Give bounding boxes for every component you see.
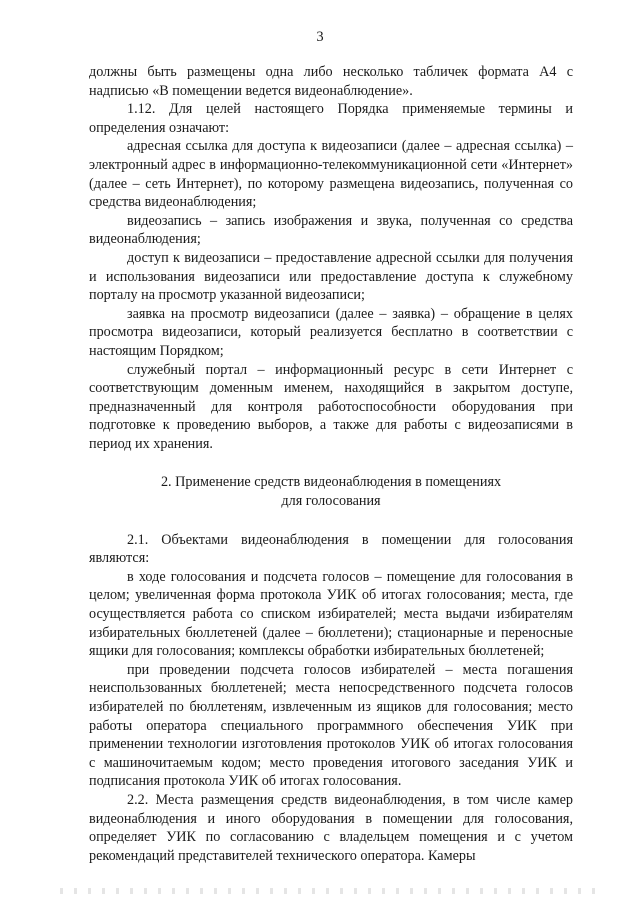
paragraph: заявка на просмотр видеозаписи (далее – заявка) – обращение в целях просмотра видеозаписи, который реализуется бесплатно в соответствии с настоящим Порядком; — [89, 305, 573, 359]
section-2-block — [89, 531, 573, 866]
document-body — [89, 63, 573, 865]
scan-artifact — [60, 888, 600, 894]
paragraph: при проведении подсчета голосов избирателей – места погашения неиспользованных бюллетеней; места непосредственного подсчета голосов избирателей по бюллетеням, извлеченным из ящиков для голосования; место работы оператора специального программного обеспечения УИК при применении технологии изготовления протоколов УИК об итогах голосования с машиночитаемым кодом; место проведения итогового заседания УИК и подписания протокола УИК об итогах голосования. — [89, 661, 573, 790]
paragraph: 2.2. Места размещения средств видеонаблюдения, в том числе камер видеонаблюдения и иного оборудования в помещении для голосования, определяет УИК по согласованию с владельцем помещения и с учетом рекомендаций представителей технического оператора. Камеры — [89, 791, 573, 864]
paragraph: 1.12. Для целей настоящего Порядка применяемые термины и определения означают: — [89, 101, 573, 136]
paragraph: 2.1. Объектами видеонаблюдения в помещении для голосования являются: — [89, 531, 573, 567]
paragraph: должны быть размещены одна либо несколько табличек формата А4 с надписью «В помещении ведется видеонаблюдение». — [89, 64, 573, 99]
paragraph: в ходе голосования и подсчета голосов – помещение для голосования в целом; увеличенная форма протокола УИК об итогах голосования; места, где осуществляется работа со списком избирателей; места выдачи избирателям избирательных бюллетеней (далее – бюллетени); стационарные и переносные ящики для голосования; комплексы обработки избирательных бюллетеней; — [89, 568, 573, 660]
paragraph: адресная ссылка для доступа к видеозаписи (далее – адресная ссылка) – электронный адрес в информационно-телекоммуникационной сети «Интернет» (далее – сеть Интернет), по которому размещена видеозапись, полученная со средства видеонаблюдения; — [89, 138, 573, 211]
page-number: 3 — [316, 29, 324, 45]
section-heading-line-1: 2. Применение средств видеонаблюдения в помещениях — [160, 474, 502, 491]
paragraph: служебный портал – информационный ресурс в сети Интернет с соответствующим доменным именем, находящийся в закрытом доступе, предназначенный для контроля работоспособности оборудования при подготовке к проведению выборов, а также для работы с видеозаписями в период их хранения. — [89, 361, 573, 452]
paragraph: доступ к видеозаписи – предоставление адресной ссылки для получения и использования видеозаписи или предоставление доступа к служебному порталу на просмотр указанной видеозаписи; — [89, 249, 573, 304]
paragraph: видеозапись – запись изображения и звука, полученная со средства видеонаблюдения; — [89, 212, 573, 248]
section-heading — [89, 473, 573, 510]
section-heading-line-2: для голосования — [281, 493, 381, 510]
definitions-block — [89, 63, 573, 453]
